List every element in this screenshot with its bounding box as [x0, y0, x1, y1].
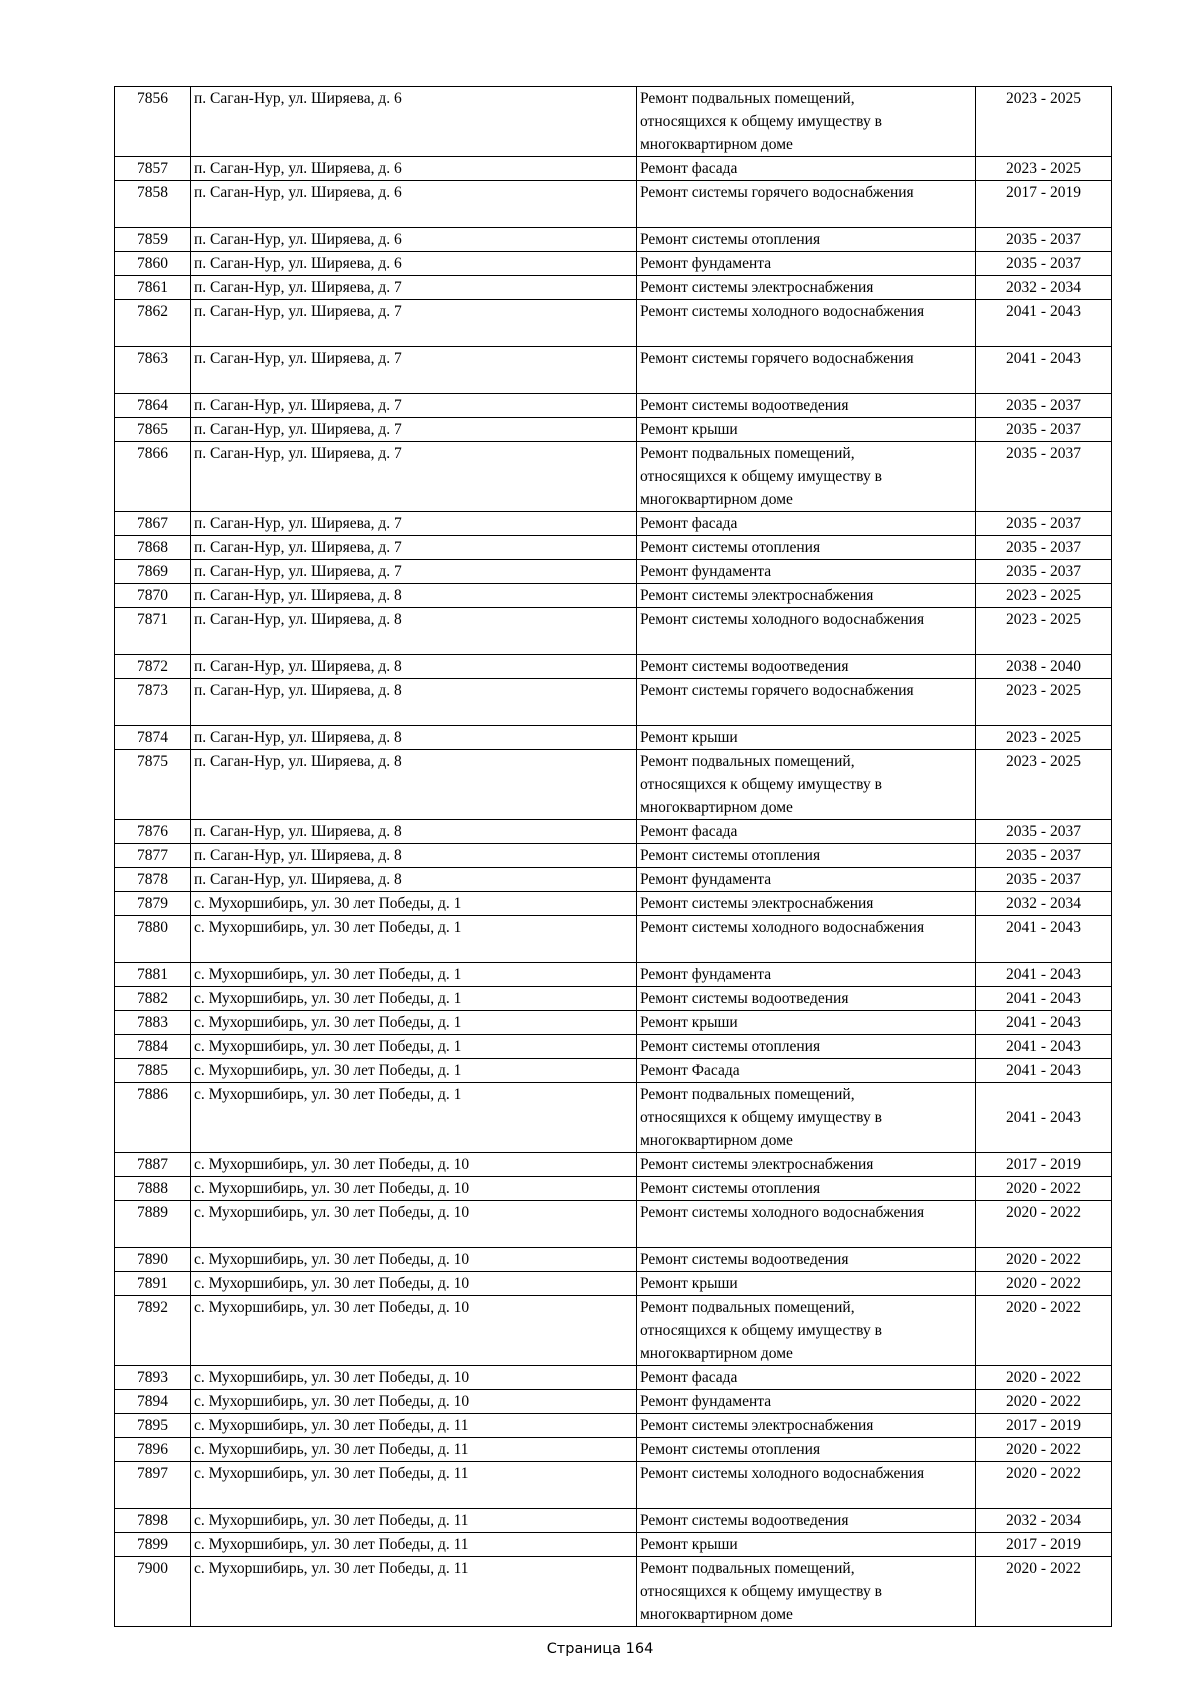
table-row	[115, 276, 1112, 300]
table-row	[115, 1509, 1112, 1533]
table-row	[115, 726, 1112, 750]
address-cell: п. Саган-Нур, ул. Ширяева, д. 6	[191, 157, 637, 181]
row-number-cell: 7869	[115, 560, 191, 584]
table-row	[115, 1390, 1112, 1414]
work-type-cell: Ремонт системы электроснабжения	[637, 1153, 976, 1177]
address-cell: п. Саган-Нур, ул. Ширяева, д. 6	[191, 252, 637, 276]
row-number-cell: 7862	[115, 300, 191, 347]
work-type-cell: Ремонт системы холодного водоснабжения	[637, 300, 976, 347]
row-number-cell: 7899	[115, 1533, 191, 1557]
row-number-cell: 7856	[115, 87, 191, 157]
period-cell: 2020 - 2022	[976, 1557, 1112, 1627]
address-cell: с. Мухоршибирь, ул. 30 лет Победы, д. 1	[191, 916, 637, 963]
row-number-cell: 7876	[115, 820, 191, 844]
address-cell: п. Саган-Нур, ул. Ширяева, д. 7	[191, 418, 637, 442]
table-row	[115, 560, 1112, 584]
period-cell: 2035 - 2037	[976, 394, 1112, 418]
row-number-cell: 7875	[115, 750, 191, 820]
table-row	[115, 1366, 1112, 1390]
period-cell: 2035 - 2037	[976, 536, 1112, 560]
address-cell: с. Мухоршибирь, ул. 30 лет Победы, д. 10	[191, 1390, 637, 1414]
period-cell: 2017 - 2019	[976, 181, 1112, 228]
row-number-cell: 7879	[115, 892, 191, 916]
work-type-cell: Ремонт крыши	[637, 418, 976, 442]
table-row	[115, 252, 1112, 276]
row-number-cell: 7868	[115, 536, 191, 560]
address-cell: п. Саган-Нур, ул. Ширяева, д. 7	[191, 300, 637, 347]
table-row	[115, 1296, 1112, 1366]
period-cell: 2041 - 2043	[976, 963, 1112, 987]
table-row	[115, 1438, 1112, 1462]
row-number-cell: 7858	[115, 181, 191, 228]
table-row	[115, 679, 1112, 726]
table-row	[115, 844, 1112, 868]
period-cell: 2020 - 2022	[976, 1390, 1112, 1414]
address-cell: с. Мухоршибирь, ул. 30 лет Победы, д. 10	[191, 1272, 637, 1296]
work-type-cell: Ремонт системы водоотведения	[637, 987, 976, 1011]
address-cell: с. Мухоршибирь, ул. 30 лет Победы, д. 1	[191, 963, 637, 987]
address-cell: п. Саган-Нур, ул. Ширяева, д. 7	[191, 347, 637, 394]
table-row	[115, 1011, 1112, 1035]
address-cell: п. Саган-Нур, ул. Ширяева, д. 7	[191, 536, 637, 560]
row-number-cell: 7900	[115, 1557, 191, 1627]
work-type-cell: Ремонт системы отопления	[637, 1177, 976, 1201]
period-cell: 2023 - 2025	[976, 726, 1112, 750]
period-cell: 2017 - 2019	[976, 1533, 1112, 1557]
table-row	[115, 536, 1112, 560]
address-cell: п. Саган-Нур, ул. Ширяева, д. 8	[191, 584, 637, 608]
work-type-cell: Ремонт системы электроснабжения	[637, 584, 976, 608]
row-number-cell: 7881	[115, 963, 191, 987]
work-type-cell: Ремонт системы водоотведения	[637, 394, 976, 418]
table-row	[115, 418, 1112, 442]
work-type-cell: Ремонт фасада	[637, 512, 976, 536]
table-row	[115, 655, 1112, 679]
period-cell: 2041 - 2043	[976, 347, 1112, 394]
work-type-cell: Ремонт крыши	[637, 1533, 976, 1557]
period-cell: 2035 - 2037	[976, 844, 1112, 868]
address-cell: п. Саган-Нур, ул. Ширяева, д. 7	[191, 512, 637, 536]
address-cell: п. Саган-Нур, ул. Ширяева, д. 6	[191, 87, 637, 157]
table-row	[115, 1201, 1112, 1248]
table-row	[115, 394, 1112, 418]
table-row	[115, 1462, 1112, 1509]
table-row	[115, 916, 1112, 963]
table-row	[115, 1083, 1112, 1153]
period-cell: 2020 - 2022	[976, 1177, 1112, 1201]
period-cell: 2035 - 2037	[976, 228, 1112, 252]
period-cell: 2020 - 2022	[976, 1366, 1112, 1390]
work-type-cell: Ремонт системы горячего водоснабжения	[637, 347, 976, 394]
row-number-cell: 7864	[115, 394, 191, 418]
work-type-cell: Ремонт системы электроснабжения	[637, 276, 976, 300]
work-type-cell: Ремонт подвальных помещений, относящихся к общему имуществу в многоквартирном доме	[637, 87, 976, 157]
row-number-cell: 7898	[115, 1509, 191, 1533]
row-number-cell: 7893	[115, 1366, 191, 1390]
address-cell: п. Саган-Нур, ул. Ширяева, д. 8	[191, 726, 637, 750]
address-cell: п. Саган-Нур, ул. Ширяева, д. 8	[191, 820, 637, 844]
address-cell: п. Саган-Нур, ул. Ширяева, д. 6	[191, 228, 637, 252]
period-cell: 2023 - 2025	[976, 608, 1112, 655]
row-number-cell: 7887	[115, 1153, 191, 1177]
work-type-cell: Ремонт системы электроснабжения	[637, 1414, 976, 1438]
table-row	[115, 300, 1112, 347]
period-cell: 2035 - 2037	[976, 820, 1112, 844]
row-number-cell: 7884	[115, 1035, 191, 1059]
address-cell: с. Мухоршибирь, ул. 30 лет Победы, д. 10	[191, 1366, 637, 1390]
address-cell: п. Саган-Нур, ул. Ширяева, д. 8	[191, 608, 637, 655]
table-row	[115, 584, 1112, 608]
work-type-cell: Ремонт системы холодного водоснабжения	[637, 916, 976, 963]
period-cell: 2023 - 2025	[976, 157, 1112, 181]
address-cell: с. Мухоршибирь, ул. 30 лет Победы, д. 10	[191, 1248, 637, 1272]
work-type-cell: Ремонт подвальных помещений, относящихся к общему имуществу в многоквартирном доме	[637, 1296, 976, 1366]
table-row	[115, 987, 1112, 1011]
row-number-cell: 7861	[115, 276, 191, 300]
period-cell: 2020 - 2022	[976, 1272, 1112, 1296]
row-number-cell: 7885	[115, 1059, 191, 1083]
period-cell: 2023 - 2025	[976, 584, 1112, 608]
table-row	[115, 892, 1112, 916]
period-cell: 2020 - 2022	[976, 1462, 1112, 1509]
table-row	[115, 87, 1112, 157]
period-cell: 2035 - 2037	[976, 560, 1112, 584]
row-number-cell: 7872	[115, 655, 191, 679]
table-row	[115, 512, 1112, 536]
work-type-cell: Ремонт системы электроснабжения	[637, 892, 976, 916]
work-type-cell: Ремонт системы холодного водоснабжения	[637, 1462, 976, 1509]
address-cell: п. Саган-Нур, ул. Ширяева, д. 8	[191, 868, 637, 892]
period-cell: 2032 - 2034	[976, 1509, 1112, 1533]
row-number-cell: 7896	[115, 1438, 191, 1462]
work-type-cell: Ремонт подвальных помещений, относящихся к общему имуществу в многоквартирном доме	[637, 1083, 976, 1153]
row-number-cell: 7897	[115, 1462, 191, 1509]
table-row	[115, 181, 1112, 228]
address-cell: с. Мухоршибирь, ул. 30 лет Победы, д. 1	[191, 1059, 637, 1083]
address-cell: с. Мухоршибирь, ул. 30 лет Победы, д. 11	[191, 1509, 637, 1533]
period-cell: 2041 - 2043	[976, 1059, 1112, 1083]
row-number-cell: 7873	[115, 679, 191, 726]
work-type-cell: Ремонт системы отопления	[637, 1035, 976, 1059]
work-type-cell: Ремонт подвальных помещений, относящихся к общему имуществу в многоквартирном доме	[637, 1557, 976, 1627]
table-row	[115, 608, 1112, 655]
period-cell: 2041 - 2043	[976, 916, 1112, 963]
work-type-cell: Ремонт системы отопления	[637, 228, 976, 252]
row-number-cell: 7888	[115, 1177, 191, 1201]
work-type-cell: Ремонт системы горячего водоснабжения	[637, 181, 976, 228]
row-number-cell: 7867	[115, 512, 191, 536]
period-cell: 2020 - 2022	[976, 1296, 1112, 1366]
address-cell: с. Мухоршибирь, ул. 30 лет Победы, д. 11	[191, 1462, 637, 1509]
period-cell: 2023 - 2025	[976, 750, 1112, 820]
address-cell: п. Саган-Нур, ул. Ширяева, д. 8	[191, 655, 637, 679]
address-cell: с. Мухоршибирь, ул. 30 лет Победы, д. 1	[191, 1011, 637, 1035]
address-cell: п. Саган-Нур, ул. Ширяева, д. 7	[191, 442, 637, 512]
period-cell: 2041 - 2043	[976, 300, 1112, 347]
address-cell: с. Мухоршибирь, ул. 30 лет Победы, д. 11	[191, 1438, 637, 1462]
period-cell: 2035 - 2037	[976, 512, 1112, 536]
row-number-cell: 7866	[115, 442, 191, 512]
period-cell: 2041 - 2043	[976, 1035, 1112, 1059]
table-row	[115, 1248, 1112, 1272]
page-number: Страница 164	[546, 1641, 654, 1657]
period-cell: 2020 - 2022	[976, 1438, 1112, 1462]
work-type-cell: Ремонт системы холодного водоснабжения	[637, 608, 976, 655]
work-type-cell: Ремонт подвальных помещений, относящихся к общему имуществу в многоквартирном доме	[637, 750, 976, 820]
row-number-cell: 7883	[115, 1011, 191, 1035]
address-cell: п. Саган-Нур, ул. Ширяева, д. 7	[191, 560, 637, 584]
repair-schedule-table	[114, 86, 1112, 1627]
table-row	[115, 1059, 1112, 1083]
period-cell: 2035 - 2037	[976, 868, 1112, 892]
row-number-cell: 7889	[115, 1201, 191, 1248]
row-number-cell: 7895	[115, 1414, 191, 1438]
address-cell: п. Саган-Нур, ул. Ширяева, д. 8	[191, 679, 637, 726]
work-type-cell: Ремонт системы холодного водоснабжения	[637, 1201, 976, 1248]
work-type-cell: Ремонт фундамента	[637, 252, 976, 276]
table-row	[115, 1153, 1112, 1177]
period-cell: 2035 - 2037	[976, 418, 1112, 442]
period-cell: 2041 - 2043	[976, 1083, 1112, 1153]
address-cell: п. Саган-Нур, ул. Ширяева, д. 8	[191, 844, 637, 868]
table-row	[115, 1035, 1112, 1059]
work-type-cell: Ремонт крыши	[637, 1011, 976, 1035]
address-cell: п. Саган-Нур, ул. Ширяева, д. 8	[191, 750, 637, 820]
address-cell: с. Мухоршибирь, ул. 30 лет Победы, д. 11	[191, 1533, 637, 1557]
table-row	[115, 750, 1112, 820]
table-row	[115, 442, 1112, 512]
address-cell: п. Саган-Нур, ул. Ширяева, д. 7	[191, 276, 637, 300]
work-type-cell: Ремонт системы отопления	[637, 844, 976, 868]
row-number-cell: 7882	[115, 987, 191, 1011]
work-type-cell: Ремонт подвальных помещений, относящихся к общему имуществу в многоквартирном доме	[637, 442, 976, 512]
address-cell: с. Мухоршибирь, ул. 30 лет Победы, д. 1	[191, 1035, 637, 1059]
row-number-cell: 7894	[115, 1390, 191, 1414]
row-number-cell: 7877	[115, 844, 191, 868]
work-type-cell: Ремонт крыши	[637, 726, 976, 750]
period-cell: 2023 - 2025	[976, 679, 1112, 726]
work-type-cell: Ремонт Фасада	[637, 1059, 976, 1083]
table-row	[115, 820, 1112, 844]
address-cell: с. Мухоршибирь, ул. 30 лет Победы, д. 11	[191, 1414, 637, 1438]
work-type-cell: Ремонт фундамента	[637, 1390, 976, 1414]
period-cell: 2017 - 2019	[976, 1153, 1112, 1177]
row-number-cell: 7860	[115, 252, 191, 276]
table-body	[115, 87, 1112, 1627]
period-cell: 2020 - 2022	[976, 1248, 1112, 1272]
work-type-cell: Ремонт крыши	[637, 1272, 976, 1296]
table-row	[115, 228, 1112, 252]
period-cell: 2023 - 2025	[976, 87, 1112, 157]
period-cell: 2041 - 2043	[976, 987, 1112, 1011]
period-cell: 2035 - 2037	[976, 252, 1112, 276]
period-cell: 2020 - 2022	[976, 1201, 1112, 1248]
row-number-cell: 7865	[115, 418, 191, 442]
row-number-cell: 7880	[115, 916, 191, 963]
work-type-cell: Ремонт фундамента	[637, 868, 976, 892]
row-number-cell: 7878	[115, 868, 191, 892]
address-cell: п. Саган-Нур, ул. Ширяева, д. 6	[191, 181, 637, 228]
table-row	[115, 157, 1112, 181]
table-row	[115, 347, 1112, 394]
row-number-cell: 7886	[115, 1083, 191, 1153]
work-type-cell: Ремонт системы водоотведения	[637, 1248, 976, 1272]
address-cell: с. Мухоршибирь, ул. 30 лет Победы, д. 10	[191, 1296, 637, 1366]
period-cell: 2032 - 2034	[976, 892, 1112, 916]
work-type-cell: Ремонт системы отопления	[637, 1438, 976, 1462]
address-cell: с. Мухоршибирь, ул. 30 лет Победы, д. 1	[191, 987, 637, 1011]
row-number-cell: 7870	[115, 584, 191, 608]
period-cell: 2035 - 2037	[976, 442, 1112, 512]
row-number-cell: 7857	[115, 157, 191, 181]
work-type-cell: Ремонт системы водоотведения	[637, 1509, 976, 1533]
period-cell: 2041 - 2043	[976, 1011, 1112, 1035]
row-number-cell: 7892	[115, 1296, 191, 1366]
work-type-cell: Ремонт системы отопления	[637, 536, 976, 560]
table-row	[115, 1272, 1112, 1296]
row-number-cell: 7859	[115, 228, 191, 252]
address-cell: с. Мухоршибирь, ул. 30 лет Победы, д. 11	[191, 1557, 637, 1627]
work-type-cell: Ремонт фасада	[637, 820, 976, 844]
table-row	[115, 1533, 1112, 1557]
work-type-cell: Ремонт системы горячего водоснабжения	[637, 679, 976, 726]
address-cell: п. Саган-Нур, ул. Ширяева, д. 7	[191, 394, 637, 418]
work-type-cell: Ремонт системы водоотведения	[637, 655, 976, 679]
row-number-cell: 7874	[115, 726, 191, 750]
address-cell: с. Мухоршибирь, ул. 30 лет Победы, д. 10	[191, 1177, 637, 1201]
work-type-cell: Ремонт фасада	[637, 157, 976, 181]
table-row	[115, 868, 1112, 892]
address-cell: с. Мухоршибирь, ул. 30 лет Победы, д. 1	[191, 1083, 637, 1153]
period-cell: 2038 - 2040	[976, 655, 1112, 679]
row-number-cell: 7891	[115, 1272, 191, 1296]
row-number-cell: 7863	[115, 347, 191, 394]
table-row	[115, 1557, 1112, 1627]
period-cell: 2032 - 2034	[976, 276, 1112, 300]
table-row	[115, 963, 1112, 987]
row-number-cell: 7890	[115, 1248, 191, 1272]
address-cell: с. Мухоршибирь, ул. 30 лет Победы, д. 10	[191, 1153, 637, 1177]
address-cell: с. Мухоршибирь, ул. 30 лет Победы, д. 10	[191, 1201, 637, 1248]
work-type-cell: Ремонт фундамента	[637, 963, 976, 987]
table-row	[115, 1414, 1112, 1438]
table-row	[115, 1177, 1112, 1201]
work-type-cell: Ремонт фундамента	[637, 560, 976, 584]
work-type-cell: Ремонт фасада	[637, 1366, 976, 1390]
period-cell: 2017 - 2019	[976, 1414, 1112, 1438]
address-cell: с. Мухоршибирь, ул. 30 лет Победы, д. 1	[191, 892, 637, 916]
row-number-cell: 7871	[115, 608, 191, 655]
